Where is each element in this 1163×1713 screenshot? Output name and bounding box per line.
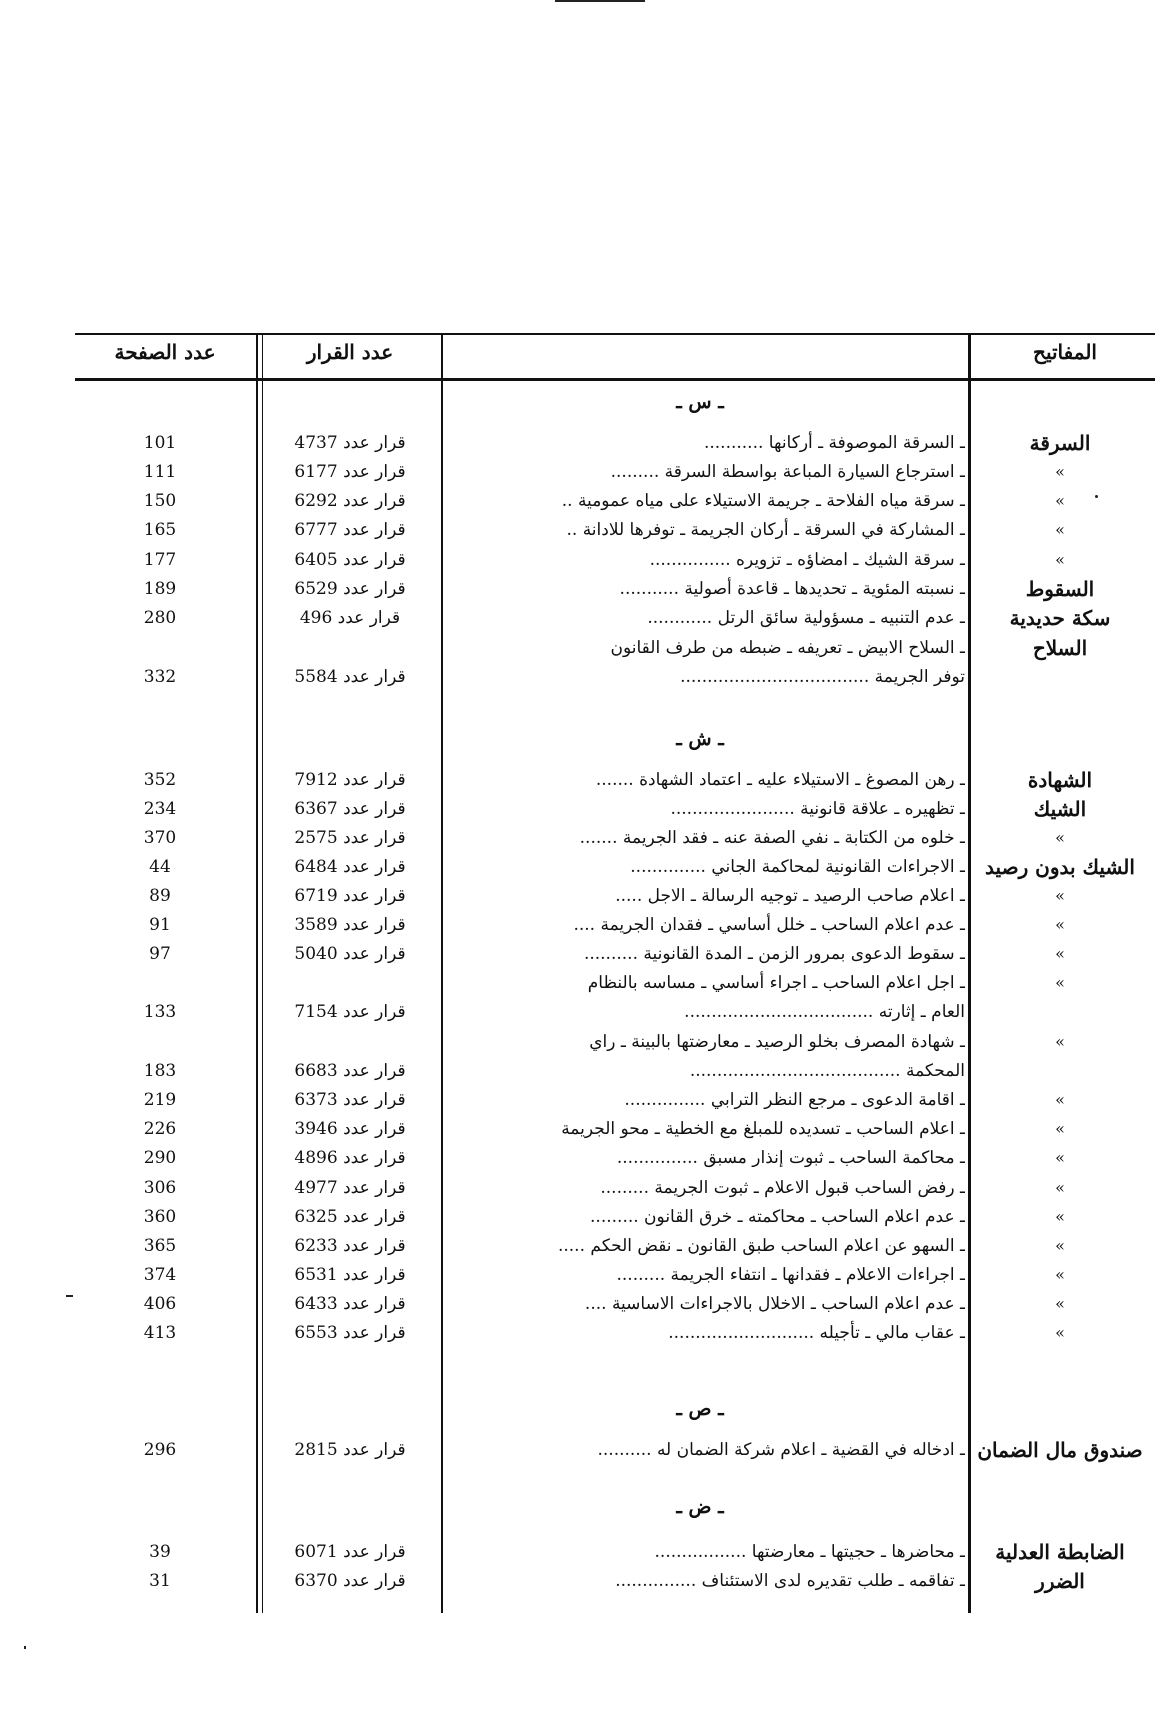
- row-decision: قرار عدد 5040: [294, 944, 406, 964]
- row-description: توفر الجريمة ...................................: [680, 667, 965, 687]
- row-decision: قرار عدد 3589: [294, 915, 406, 935]
- index-row: [0, 459, 1163, 485]
- row-page: 226: [143, 1119, 177, 1139]
- index-row: [0, 796, 1163, 822]
- row-description: ـ خلوه من الكتابة ـ نفي الصفة عنه ـ فقد الجريمة .......: [579, 828, 965, 848]
- section-letter: ـ ض ـ: [676, 1496, 724, 1518]
- row-key: الشيك: [1033, 797, 1087, 821]
- row-key: السقوط: [1025, 577, 1095, 601]
- row-key: السلاح: [1032, 636, 1088, 660]
- index-row: [0, 825, 1163, 851]
- row-description: ـ محاضرها ـ حجيتها ـ معارضتها .................: [654, 1542, 965, 1562]
- row-page: 219: [143, 1090, 177, 1110]
- row-description: ـ سرقة مياه الفلاحة ـ جريمة الاستيلاء على مياه عمومية ..: [561, 491, 965, 511]
- row-page: 234: [143, 799, 177, 819]
- row-description: ـ تفاقمه ـ طلب تقديره لدى الاستئناف ...............: [615, 1571, 965, 1591]
- row-decision: قرار عدد 6531: [294, 1265, 406, 1285]
- index-row: [0, 970, 1163, 996]
- index-row: [0, 517, 1163, 543]
- row-description: ـ محاكمة الساحب ـ ثبوت إنذار مسبق ...............: [616, 1148, 965, 1168]
- header-decision: عدد القرار: [306, 340, 394, 364]
- row-page: 374: [143, 1265, 177, 1285]
- row-decision: قرار عدد 2815: [294, 1440, 406, 1460]
- row-description: ـ عدم اعلام الساحب ـ خلل أساسي ـ فقدان الجريمة ....: [573, 915, 965, 935]
- row-key: »: [1055, 944, 1065, 963]
- section-letter: ـ ص ـ: [676, 1398, 724, 1420]
- section-letter: ـ ش ـ: [676, 728, 724, 750]
- row-description: ـ المشاركة في السرقة ـ أركان الجريمة ـ توفرها للادانة ..: [566, 520, 965, 540]
- row-decision: قرار عدد 496: [299, 608, 401, 628]
- index-row: [0, 1568, 1163, 1594]
- row-key: »: [1055, 915, 1065, 934]
- row-key: »: [1055, 1323, 1065, 1342]
- row-page: 97: [149, 944, 171, 964]
- row-page: 280: [143, 608, 177, 628]
- row-decision: قرار عدد 6529: [294, 579, 406, 599]
- row-description: ـ عدم التنبيه ـ مسؤولية سائق الرتل ............: [647, 608, 965, 628]
- top-mark: [555, 0, 645, 2]
- row-decision: قرار عدد 2575: [294, 828, 406, 848]
- index-row: [0, 767, 1163, 793]
- index-row: [0, 999, 1163, 1025]
- row-decision: قرار عدد 4737: [294, 433, 406, 453]
- index-row: [0, 1204, 1163, 1230]
- row-page: 89: [149, 886, 171, 906]
- index-row: [0, 1058, 1163, 1084]
- row-description: ـ اجل اعلام الساحب ـ اجراء أساسي ـ مساسه بالنظام: [587, 973, 965, 993]
- row-description: ـ رفض الساحب قبول الاعلام ـ ثبوت الجريمة .........: [600, 1178, 965, 1198]
- row-decision: قرار عدد 6071: [294, 1542, 406, 1562]
- index-row: [0, 1175, 1163, 1201]
- index-row: [0, 488, 1163, 514]
- row-description: ـ الاجراءات القانونية لمحاكمة الجاني ..............: [630, 857, 965, 877]
- row-key: السرقة: [1029, 431, 1091, 455]
- index-row: [0, 605, 1163, 631]
- index-row: [0, 576, 1163, 602]
- row-decision: قرار عدد 6367: [294, 799, 406, 819]
- row-key: »: [1055, 520, 1065, 539]
- row-decision: قرار عدد 6433: [294, 1294, 406, 1314]
- row-description: ـ ادخاله في القضية ـ اعلام شركة الضمان له ..........: [597, 1440, 965, 1460]
- row-key: »: [1055, 886, 1065, 905]
- row-description: ـ اعلام الساحب ـ تسديده للمبلغ مع الخطية ـ محو الجريمة: [561, 1119, 965, 1139]
- row-page: 44: [149, 857, 171, 877]
- header-bottom-rule: [75, 378, 1155, 381]
- row-page: 91: [149, 915, 171, 935]
- row-page: 370: [143, 828, 177, 848]
- row-page: 133: [143, 1002, 177, 1022]
- row-decision: قرار عدد 7912: [294, 770, 406, 790]
- index-row: [0, 941, 1163, 967]
- row-description: ـ عدم اعلام الساحب ـ محاكمته ـ خرق القانون .........: [590, 1207, 965, 1227]
- row-decision: قرار عدد 6292: [294, 491, 406, 511]
- row-key: صندوق مال الضمان: [977, 1438, 1143, 1462]
- header-page: عدد الصفحة: [114, 340, 216, 364]
- row-description: ـ السهو عن اعلام الساحب طبق القانون ـ نقض الحكم .....: [557, 1236, 965, 1256]
- row-description: ـ اعلام صاحب الرصيد ـ توجيه الرسالة ـ الاجل .....: [615, 886, 965, 906]
- row-page: 183: [143, 1061, 177, 1081]
- row-key: »: [1055, 1090, 1065, 1109]
- row-key: الضرر: [1035, 1569, 1085, 1593]
- row-key: »: [1055, 550, 1065, 569]
- row-decision: قرار عدد 6233: [294, 1236, 406, 1256]
- row-key: »: [1055, 973, 1065, 992]
- row-key: »: [1055, 491, 1065, 510]
- row-decision: قرار عدد 6484: [294, 857, 406, 877]
- row-page: 165: [143, 520, 177, 540]
- row-description: ـ سرقة الشيك ـ امضاؤه ـ تزويره ...............: [649, 550, 965, 570]
- stray-dot-bottom: [24, 1646, 26, 1649]
- header-top-rule: [75, 333, 1155, 335]
- row-key: »: [1055, 1178, 1065, 1197]
- row-description: ـ نسبته المئوية ـ تحديدها ـ قاعدة أصولية ...........: [619, 579, 965, 599]
- row-decision: قرار عدد 7154: [294, 1002, 406, 1022]
- row-decision: قرار عدد 6553: [294, 1323, 406, 1343]
- row-description: ـ سقوط الدعوى بمرور الزمن ـ المدة القانونية ..........: [583, 944, 965, 964]
- row-description: ـ استرجاع السيارة المباعة بواسطة السرقة .........: [610, 462, 965, 482]
- row-decision: قرار عدد 6373: [294, 1090, 406, 1110]
- row-page: 39: [149, 1542, 171, 1562]
- row-page: 365: [143, 1236, 177, 1256]
- row-page: 296: [143, 1440, 177, 1460]
- row-description: ـ اقامة الدعوى ـ مرجع النظر الترابي ...............: [624, 1090, 965, 1110]
- row-description: العام ـ إثارته ...................................: [684, 1002, 965, 1022]
- index-row: [0, 1145, 1163, 1171]
- section-letter: ـ س ـ: [676, 391, 724, 413]
- row-key: سكة حديدية: [1009, 606, 1111, 630]
- row-decision: قرار عدد 6777: [294, 520, 406, 540]
- index-row: [0, 1116, 1163, 1142]
- row-key: »: [1055, 1148, 1065, 1167]
- row-key: »: [1055, 828, 1065, 847]
- header-keys: المفاتيح: [1033, 340, 1097, 364]
- row-description: ـ اجراءات الاعلام ـ فقدانها ـ انتفاء الجريمة .........: [616, 1265, 965, 1285]
- index-row: [0, 1233, 1163, 1259]
- row-page: 360: [143, 1207, 177, 1227]
- row-description: ـ تظهيره ـ علاقة قانونية .......................: [670, 799, 965, 819]
- index-row: [0, 912, 1163, 938]
- row-description: ـ عقاب مالي ـ تأجيله ...........................: [668, 1323, 965, 1343]
- index-row: [0, 1539, 1163, 1565]
- index-row: [0, 854, 1163, 880]
- row-page: 111: [143, 462, 177, 482]
- row-description: المحكمة .......................................: [689, 1061, 965, 1081]
- row-key: »: [1055, 1207, 1065, 1226]
- stray-dot: [1095, 495, 1098, 498]
- row-page: 31: [149, 1571, 171, 1591]
- row-decision: قرار عدد 6325: [294, 1207, 406, 1227]
- row-key: »: [1055, 1236, 1065, 1255]
- row-page: 150: [143, 491, 177, 511]
- row-page: 413: [143, 1323, 177, 1343]
- row-key: الضابطة العدلية: [995, 1540, 1125, 1564]
- index-row: [0, 664, 1163, 690]
- row-page: 290: [143, 1148, 177, 1168]
- row-page: 177: [143, 550, 177, 570]
- index-row: [0, 883, 1163, 909]
- row-decision: قرار عدد 4977: [294, 1178, 406, 1198]
- index-row: [0, 1291, 1163, 1317]
- row-description: ـ رهن المصوغ ـ الاستيلاء عليه ـ اعتماد الشهادة .......: [595, 770, 965, 790]
- index-row: [0, 635, 1163, 661]
- row-description: ـ السلاح الابيض ـ تعريفه ـ ضبطه من طرف القانون: [610, 638, 965, 658]
- row-page: 352: [143, 770, 177, 790]
- row-decision: قرار عدد 3946: [294, 1119, 406, 1139]
- index-row: [0, 1320, 1163, 1346]
- index-row: [0, 1029, 1163, 1055]
- row-decision: قرار عدد 4896: [294, 1148, 406, 1168]
- row-decision: قرار عدد 6370: [294, 1571, 406, 1591]
- row-description: ـ عدم اعلام الساحب ـ الاخلال بالاجراءات الاساسية ....: [584, 1294, 965, 1314]
- index-row: [0, 430, 1163, 456]
- row-page: 189: [143, 579, 177, 599]
- row-key: »: [1055, 1265, 1065, 1284]
- index-row: [0, 1262, 1163, 1288]
- index-row: [0, 1087, 1163, 1113]
- row-description: ـ السرقة الموصوفة ـ أركانها ...........: [703, 433, 965, 453]
- row-decision: قرار عدد 6405: [294, 550, 406, 570]
- row-key: »: [1055, 462, 1065, 481]
- stray-dash: [66, 1295, 73, 1297]
- index-row: [0, 1437, 1163, 1463]
- row-page: 101: [143, 433, 177, 453]
- row-key: »: [1055, 1119, 1065, 1138]
- row-description: ـ شهادة المصرف بخلو الرصيد ـ معارضتها بالبينة ـ راي: [589, 1032, 965, 1052]
- row-decision: قرار عدد 6719: [294, 886, 406, 906]
- row-page: 406: [143, 1294, 177, 1314]
- row-page: 306: [143, 1178, 177, 1198]
- row-key: الشهادة: [1027, 768, 1093, 792]
- row-decision: قرار عدد 6177: [294, 462, 406, 482]
- row-key: »: [1055, 1032, 1065, 1051]
- row-key: الشيك بدون رصيد: [985, 855, 1135, 879]
- row-key: »: [1055, 1294, 1065, 1313]
- index-row: [0, 547, 1163, 573]
- row-decision: قرار عدد 6683: [294, 1061, 406, 1081]
- row-page: 332: [143, 667, 177, 687]
- row-decision: قرار عدد 5584: [294, 667, 406, 687]
